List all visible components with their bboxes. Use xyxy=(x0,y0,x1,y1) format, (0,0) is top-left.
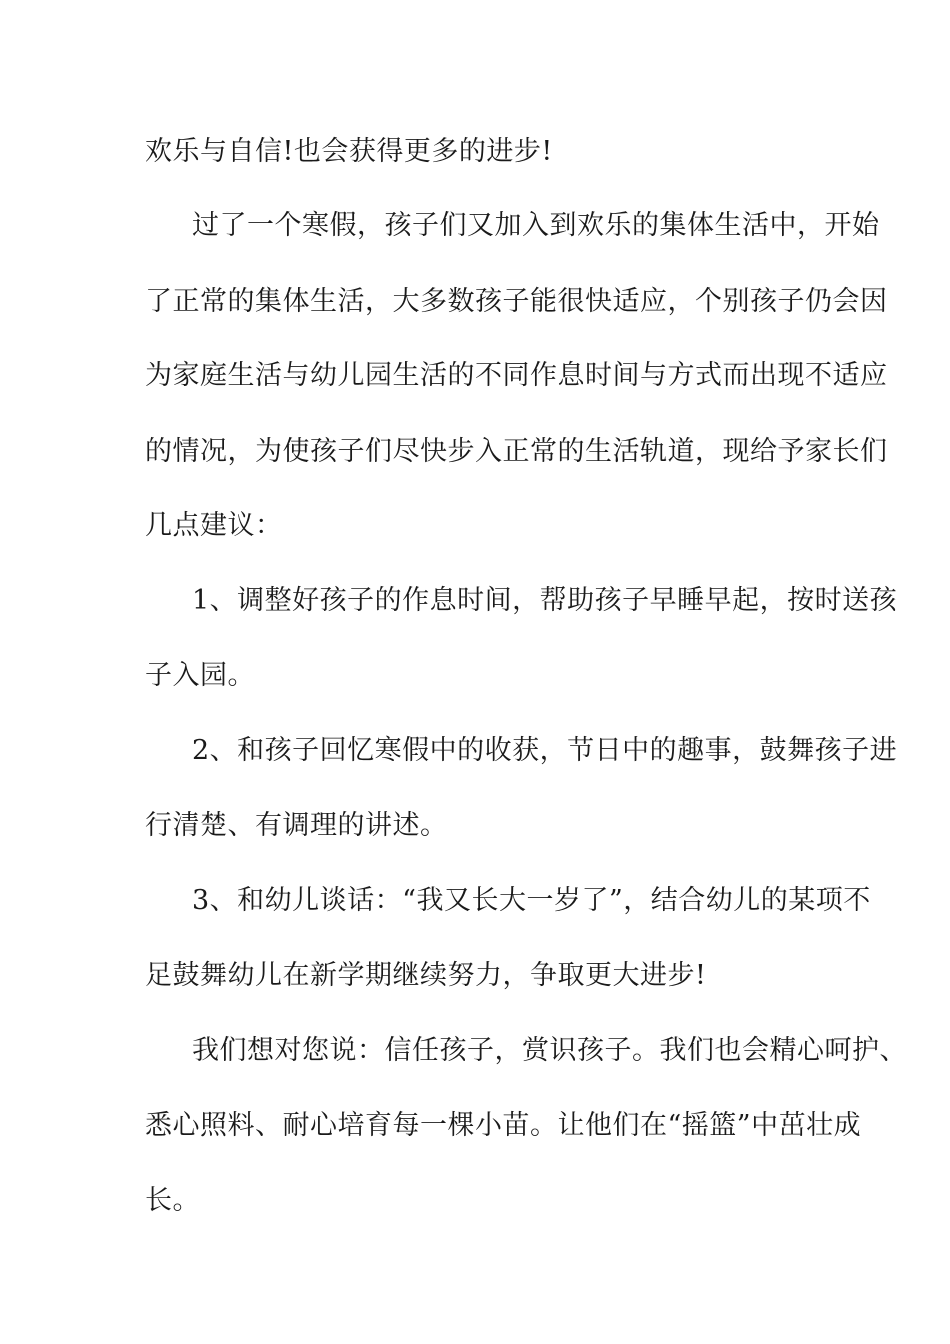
text-line: 行清楚、有调理的讲述。 xyxy=(145,810,448,841)
text-line: 子入园。 xyxy=(145,660,255,691)
paragraph-first-line: 过了一个寒假，孩子们又加入到欢乐的集体生活中，开始 xyxy=(192,210,880,241)
text-line: 了正常的集体生活，大多数孩子能很快适应，个别孩子仍会因 xyxy=(145,286,888,317)
paragraph-first-line: 我们想对您说：信任孩子，赏识孩子。我们也会精心呵护、 xyxy=(192,1035,907,1066)
list-item-3: 3、和幼儿谈话：“我又长大一岁了”，结合幼儿的某项不 xyxy=(192,885,871,916)
text-line: 长。 xyxy=(145,1185,200,1216)
text-line: 悉心照料、耐心培育每一棵小苗。让他们在“摇篮”中茁壮成 xyxy=(145,1110,862,1141)
text-line: 几点建议： xyxy=(145,510,283,541)
text-line: 的情况，为使孩子们尽快步入正常的生活轨道，现给予家长们 xyxy=(145,436,888,467)
text-line: 为家庭生活与幼儿园生活的不同作息时间与方式而出现不适应 xyxy=(145,360,888,391)
list-item-1: 1、调整好孩子的作息时间，帮助孩子早睡早起，按时送孩 xyxy=(192,585,898,616)
text-line: 欢乐与自信!也会获得更多的进步! xyxy=(145,136,553,167)
list-item-2: 2、和孩子回忆寒假中的收获，节日中的趣事，鼓舞孩子进 xyxy=(192,735,898,766)
text-line: 足鼓舞幼儿在新学期继续努力，争取更大进步! xyxy=(145,960,707,991)
